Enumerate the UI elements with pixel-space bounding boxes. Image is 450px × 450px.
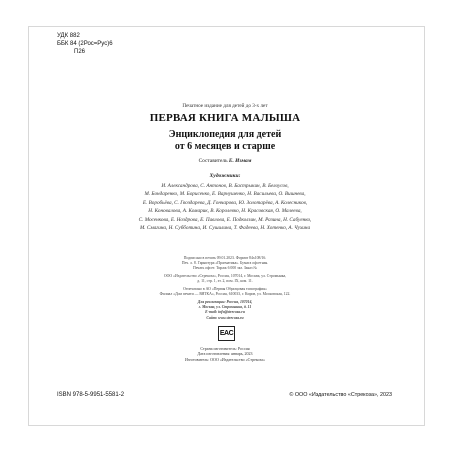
printer-info [60, 287, 390, 297]
publisher-address [60, 274, 390, 284]
age-note: Печатное издание для детей до 3-х лет [182, 103, 268, 109]
subtitle-line: от 6 месяцев и старше [174, 141, 276, 152]
manufacture-line: Изготовитель: ООО «Издательство «Стрекоза» [185, 356, 265, 362]
imprint-line: Филиал «Дом печати — ВЯТКА», Россия, 610033, г. Киров, ул. Московская, 122. [159, 292, 291, 297]
artists-line: И. Александрова, С. Антонов, В. Бастрыкин, В. Белоусов, [161, 183, 289, 189]
artists-line: Н. Коновалова, А. Комарик, В. Королевко, Н. Красовская, О. Малеева, [148, 208, 302, 215]
imprint-line: Отпечатано в АО «Первая Образцовая типография» [183, 287, 267, 292]
artists-line: С. Мосенкова, Е. Ноздрова, Е. Павлова, Е. Подколзин, М. Разина, Н. Сабуенко, [138, 216, 312, 223]
imprint-line: Печать офсет. Тираж 6 000 экз. Заказ № [192, 266, 258, 271]
isbn-number: ISBN 978-5-9951-5581-2 [57, 392, 125, 398]
copyright-notice: © ООО «Издательство «Стрекоза», 2023 [289, 392, 392, 398]
author-mark: П26 [74, 49, 85, 55]
book-subtitle [60, 129, 390, 153]
imprint-line: г. Москва, ул. Стромынка, д. 11 [198, 305, 252, 310]
eac-certification-icon: EAC [218, 326, 235, 341]
imprint-line: Сайт: www.strecoza.ru [206, 315, 244, 320]
artists-list [60, 182, 390, 232]
imprint-line: ООО «Издательство «Стрекоза», Россия, 107014, г. Москва, ул. Стромынка, [163, 274, 287, 279]
udc-code: УДК 882 [57, 33, 80, 39]
compiler-name: Е. Измам [228, 158, 252, 164]
manufacture-info [60, 346, 390, 362]
manufacture-line: Дата изготовления: январь, 2023 [197, 351, 253, 357]
compiler-label: Составитель [198, 158, 228, 164]
manufacture-line: Страна изготовитель: Россия [200, 346, 250, 351]
bbk-code: ББК 84 (2Рос=Рус)6 [57, 41, 113, 47]
sales-contacts [60, 300, 390, 321]
imprint-line: Подписано в печать 09.01.2023. Формат 84x108/16. [183, 256, 267, 260]
imprint-info [60, 256, 390, 323]
classification-block [57, 32, 113, 56]
subtitle-line: Энциклопедия для детей [168, 129, 282, 140]
artists-line: Е. Воробьёва, С. Гвоздарева, Д. Гончарова, Ю. Золотарёва, А. Колесников, [142, 199, 308, 206]
imprint-line: д. 11, стр. 1, эт. 2, пом. IX, ком. 11. [197, 279, 253, 284]
print-details [60, 256, 390, 272]
book-title: ПЕРВАЯ КНИГА МАЛЫША [149, 112, 301, 124]
artists-heading: Художники: [209, 173, 241, 179]
imprint-line: E-mail: info@strecoza.ru [205, 310, 245, 315]
artists-line: М. Смагина, Н. Субботина, И. Сушилина, Т. Фадеева, Н. Хотенко, А. Чухина [139, 225, 311, 232]
artists-line: М. Бондаренко, М. Борисенко, Е. Варнушенко, Н. Васильева, О. Вишнева, [144, 191, 306, 198]
imprint-line: Для реализации: Россия, 107014, [197, 299, 253, 304]
compiler-line [60, 158, 390, 164]
imprint-line: Печ. л. 8. Гарнитура «Прагматика». Бумага офсетная. [181, 261, 269, 266]
